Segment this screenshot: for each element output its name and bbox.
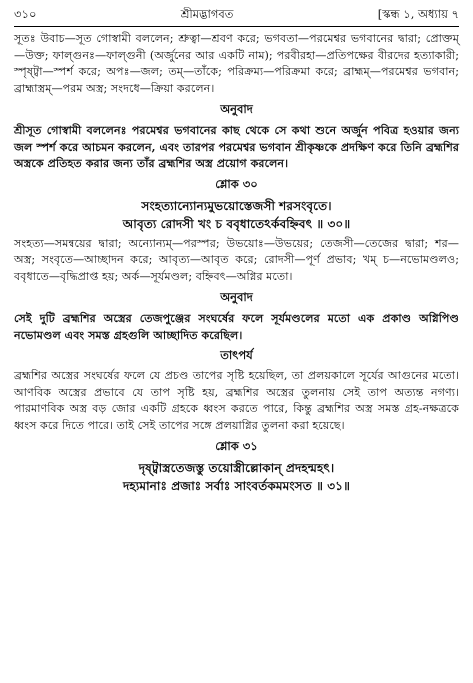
synonyms-block-29: সূতঃ উবাচ—সূত গোস্বামী বললেন; শ্রুত্বা—শ্রবণ করে; ভগবতা—পরমেশ্বর ভগবানের দ্বারা; প্রোক্তম্—উক্ত; ফাল্গুনঃ—ফাল্গুনী (অর্জুনের আর একটি নাম); পরবীরহা—প্রতিপক্ষের বীরদের হত্যাকারী; স্পৃষ্ট্বা—স্পর্শ করে; অপঃ—জল; তম্—তাঁকে; পরিক্রম্য—পরিক্রমা করে; ব্রাহ্মম্—পরমেশ্বর ভগবান; ব্রাহ্মাস্ত্রম্—পরম অস্ত্র; সংদধে—ক্রিয়া করলেন।: [14, 32, 459, 95]
verse-31-heading: শ্লোক ৩১: [215, 439, 258, 453]
verse-30-heading: শ্লোক ৩০: [215, 176, 258, 191]
section-label: [স্কন্ধ ১, অধ্যায় ৭: [377, 7, 459, 21]
header-rule: [14, 26, 459, 27]
purport-30: ব্রহ্মশির অস্ত্রের সংঘর্ষের ফলে যে প্রচণ্ড তাপের সৃষ্টি হয়েছিল, তা প্রলয়কালে সূর্যের আগুনের মতো। আণবিক অস্ত্রের প্রভাবে যে তাপ সৃষ্টি হয়, ব্রহ্মশির অস্ত্রের তুলনায় সেই তাপ অত্যন্ত নগণ্য। পারমাণবিক অস্ত্র বড় জোর একটি গ্রহকে ধ্বংস করতে পারে, কিন্তু ব্রহ্মশির অস্ত্র সমস্ত গ্রহ-নক্ষত্রকে ধ্বংস করে দিতে পারে। তাই সেই তাপের সঙ্গে প্রলয়াগ্নির তুলনা করা হয়েছে।: [14, 369, 459, 432]
running-header: [14, 6, 459, 24]
verse-31-line-2: দহ্যমানাঃ প্রজাঃ সর্বাঃ সাংবর্তকমমংসত ॥ ৩১॥: [123, 479, 350, 493]
anuvad-heading-2: অনুবাদ: [220, 290, 253, 304]
translation-29: শ্রীসূত গোস্বামী বললেনঃ পরমেশ্বর ভগবানের কাছ থেকে সে কথা শুনে অর্জুন পবিত্র হওয়ার জন্য জল স্পর্শ করে আচমন করলেন, এবং তারপর পরমেশ্বর ভগবান শ্রীকৃষ্ণকে প্রদক্ষিণ করে তিনি ব্রহ্মশির অস্ত্রকে প্রতিহত করার জন্য তাঁর ব্রহ্মশির অস্ত্র প্রয়োগ করলেন।: [14, 123, 459, 170]
anuvad-heading-1: অনুবাদ: [220, 102, 253, 116]
book-title: শ্রীমদ্ভাগবত: [180, 7, 234, 21]
verse-30-line-2: আবৃত্য রোদসী খং চ ববৃধাতেঽর্কবহ্নিবৎ ॥ ৩০॥: [122, 216, 351, 231]
page-number: ৩১০: [14, 7, 37, 21]
synonyms-block-30: সংহত্য—সমন্বয়ের দ্বারা; অন্যোন্যম্—পরস্পর; উভয়োঃ—উভয়ের; তেজসী—তেজের দ্বারা; শর—অস্ত্র; সংবৃতে—আচ্ছাদন করে; আবৃত্য—আবৃত করে; রোদসী—পূর্ণ প্রভাব; খম্ চ—নভোমণ্ডলও; ববৃধাতে—বৃদ্ধিপ্রাপ্ত হয়; অর্ক—সূর্যমণ্ডল; বহ্নিবৎ—অগ্নির মতো।: [14, 236, 459, 283]
translation-30: সেই দুটি ব্রহ্মশির অস্ত্রের তেজপুঞ্জের সংঘর্ষের ফলে সূর্যমণ্ডলের মতো এক প্রকাণ্ড অগ্নিপিণ্ড নভোমণ্ডল এবং সমস্ত গ্রহগুলি আচ্ছাদিত করেছিল।: [14, 311, 459, 342]
tatparya-heading: তাৎপর্য: [220, 348, 253, 362]
verse-31-line-1: দৃষ্ট্বাস্ত্রতেজস্তু তয়োস্ত্রীল্লোকান্ প্রদহন্মহৎ।: [138, 461, 335, 475]
verse-30-line-1: সংহত্যান্যোন্যমুভয়োস্তেজসী শরসংবৃতে।: [141, 198, 332, 213]
